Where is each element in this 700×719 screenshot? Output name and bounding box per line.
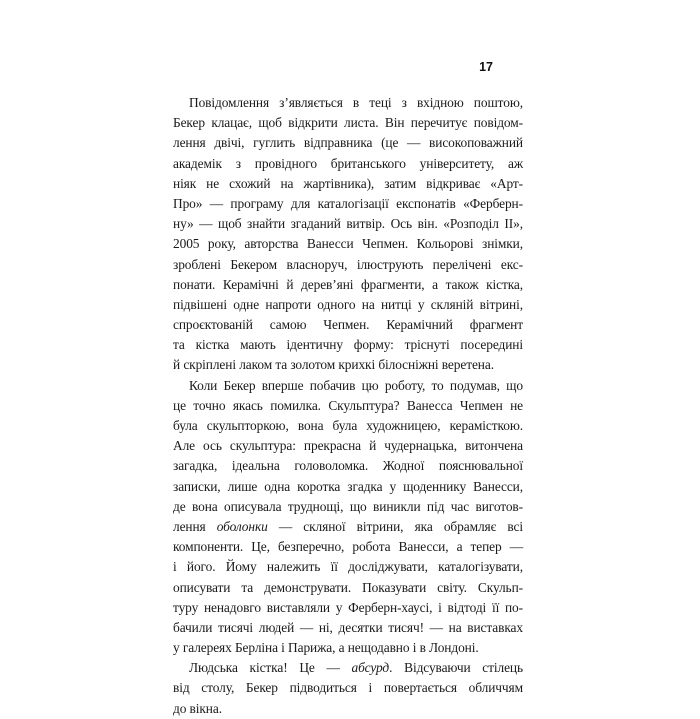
text-line: зроблені Бекером власноруч, ілюструють перелічені екс- — [173, 256, 523, 272]
text-line: підвішені одне напроти одного на нитці у скляній вітрині, — [173, 296, 523, 312]
text-line: до вікна. — [173, 700, 222, 716]
text-line: де вона описувала труднощі, що виникли під час виготов- — [173, 498, 523, 514]
text-line: і його. Йому належить її досліджувати, каталогізувати, — [173, 559, 523, 575]
text-line: Але ось скульптура: прекрасна й чудернацька, витончена — [173, 438, 523, 454]
text-segment: . Відсуваючи стілець — [389, 660, 523, 676]
text-line: загадка, ідеальна головоломка. Жодної пояснювальної — [173, 458, 523, 474]
text-line: лення двічі, гуглить відправника (це — високоповажний — [173, 135, 523, 151]
text-line — [173, 517, 523, 537]
text-line: бачили тисячі людей — ні, десятки тисяч! — на виставках — [173, 619, 523, 635]
text-segment: — скляної вітрини, яка обрамляє всі — [267, 518, 523, 534]
text-line: від столу, Бекер підводиться і повертається обличчям — [173, 680, 523, 696]
text-line: була скульпторкою, вона була художницею, керамісткою. — [173, 418, 523, 433]
text-line: Повідомлення з’являється в теці з вхідною поштою, — [189, 95, 523, 110]
page-number: 17 — [479, 60, 493, 74]
text-line: й скріплені лаком та золотом крихкі білосніжні веретена. — [173, 357, 494, 373]
text-line: та кістка мають ідентичну форму: тріснуті посередині — [173, 337, 523, 353]
body-text — [173, 93, 523, 719]
text-line: туру ненадовго виставляли у Ферберн-хаусі, і відтоді її по- — [173, 599, 523, 615]
text-line: академік з провідного британського університету, аж — [173, 155, 523, 171]
text-line: Про» — програму для каталогізації експонатів «Ферберн- — [173, 195, 523, 211]
text-line — [173, 658, 523, 678]
text-line: 2005 року, авторства Ванесси Чепмен. Кольорові знімки, — [173, 236, 523, 252]
text-line: записки, лише одна коротка згадка у щоденнику Ванесси, — [173, 478, 523, 494]
text-line: у галереях Берліна і Парижа, а нещодавно і в Лондоні. — [173, 640, 479, 656]
text-line: ніяк не схожий на жартівника), затим відкриває «Арт- — [173, 175, 523, 191]
italic-term: оболонки — [216, 518, 268, 534]
text-line: ну» — щоб знайти згаданий витвір. Ось він. «Розподіл II», — [173, 216, 523, 232]
text-line: понати. Керамічні й дерев’яні фрагменти, а також кістка, — [173, 276, 523, 292]
text-line: Коли Бекер вперше побачив цю роботу, то подумав, що — [189, 377, 523, 393]
text-line: Бекер клацає, щоб відкрити листа. Він перечитує повідом- — [173, 115, 523, 131]
text-line: це точно якась помилка. Скульптура? Ванесса Чепмен не — [173, 397, 523, 413]
text-line: компоненти. Це, безперечно, робота Ванесси, а тепер — — [173, 539, 523, 555]
text-segment: Людська кістка! Це — — [189, 660, 352, 676]
text-line: описувати та демонструвати. Показувати світу. Скульп- — [173, 579, 523, 595]
italic-term: абсурд — [351, 660, 390, 676]
text-segment: лення — [173, 518, 217, 534]
text-line: спроєктованій самою Чепмен. Керамічний фрагмент — [173, 317, 523, 333]
